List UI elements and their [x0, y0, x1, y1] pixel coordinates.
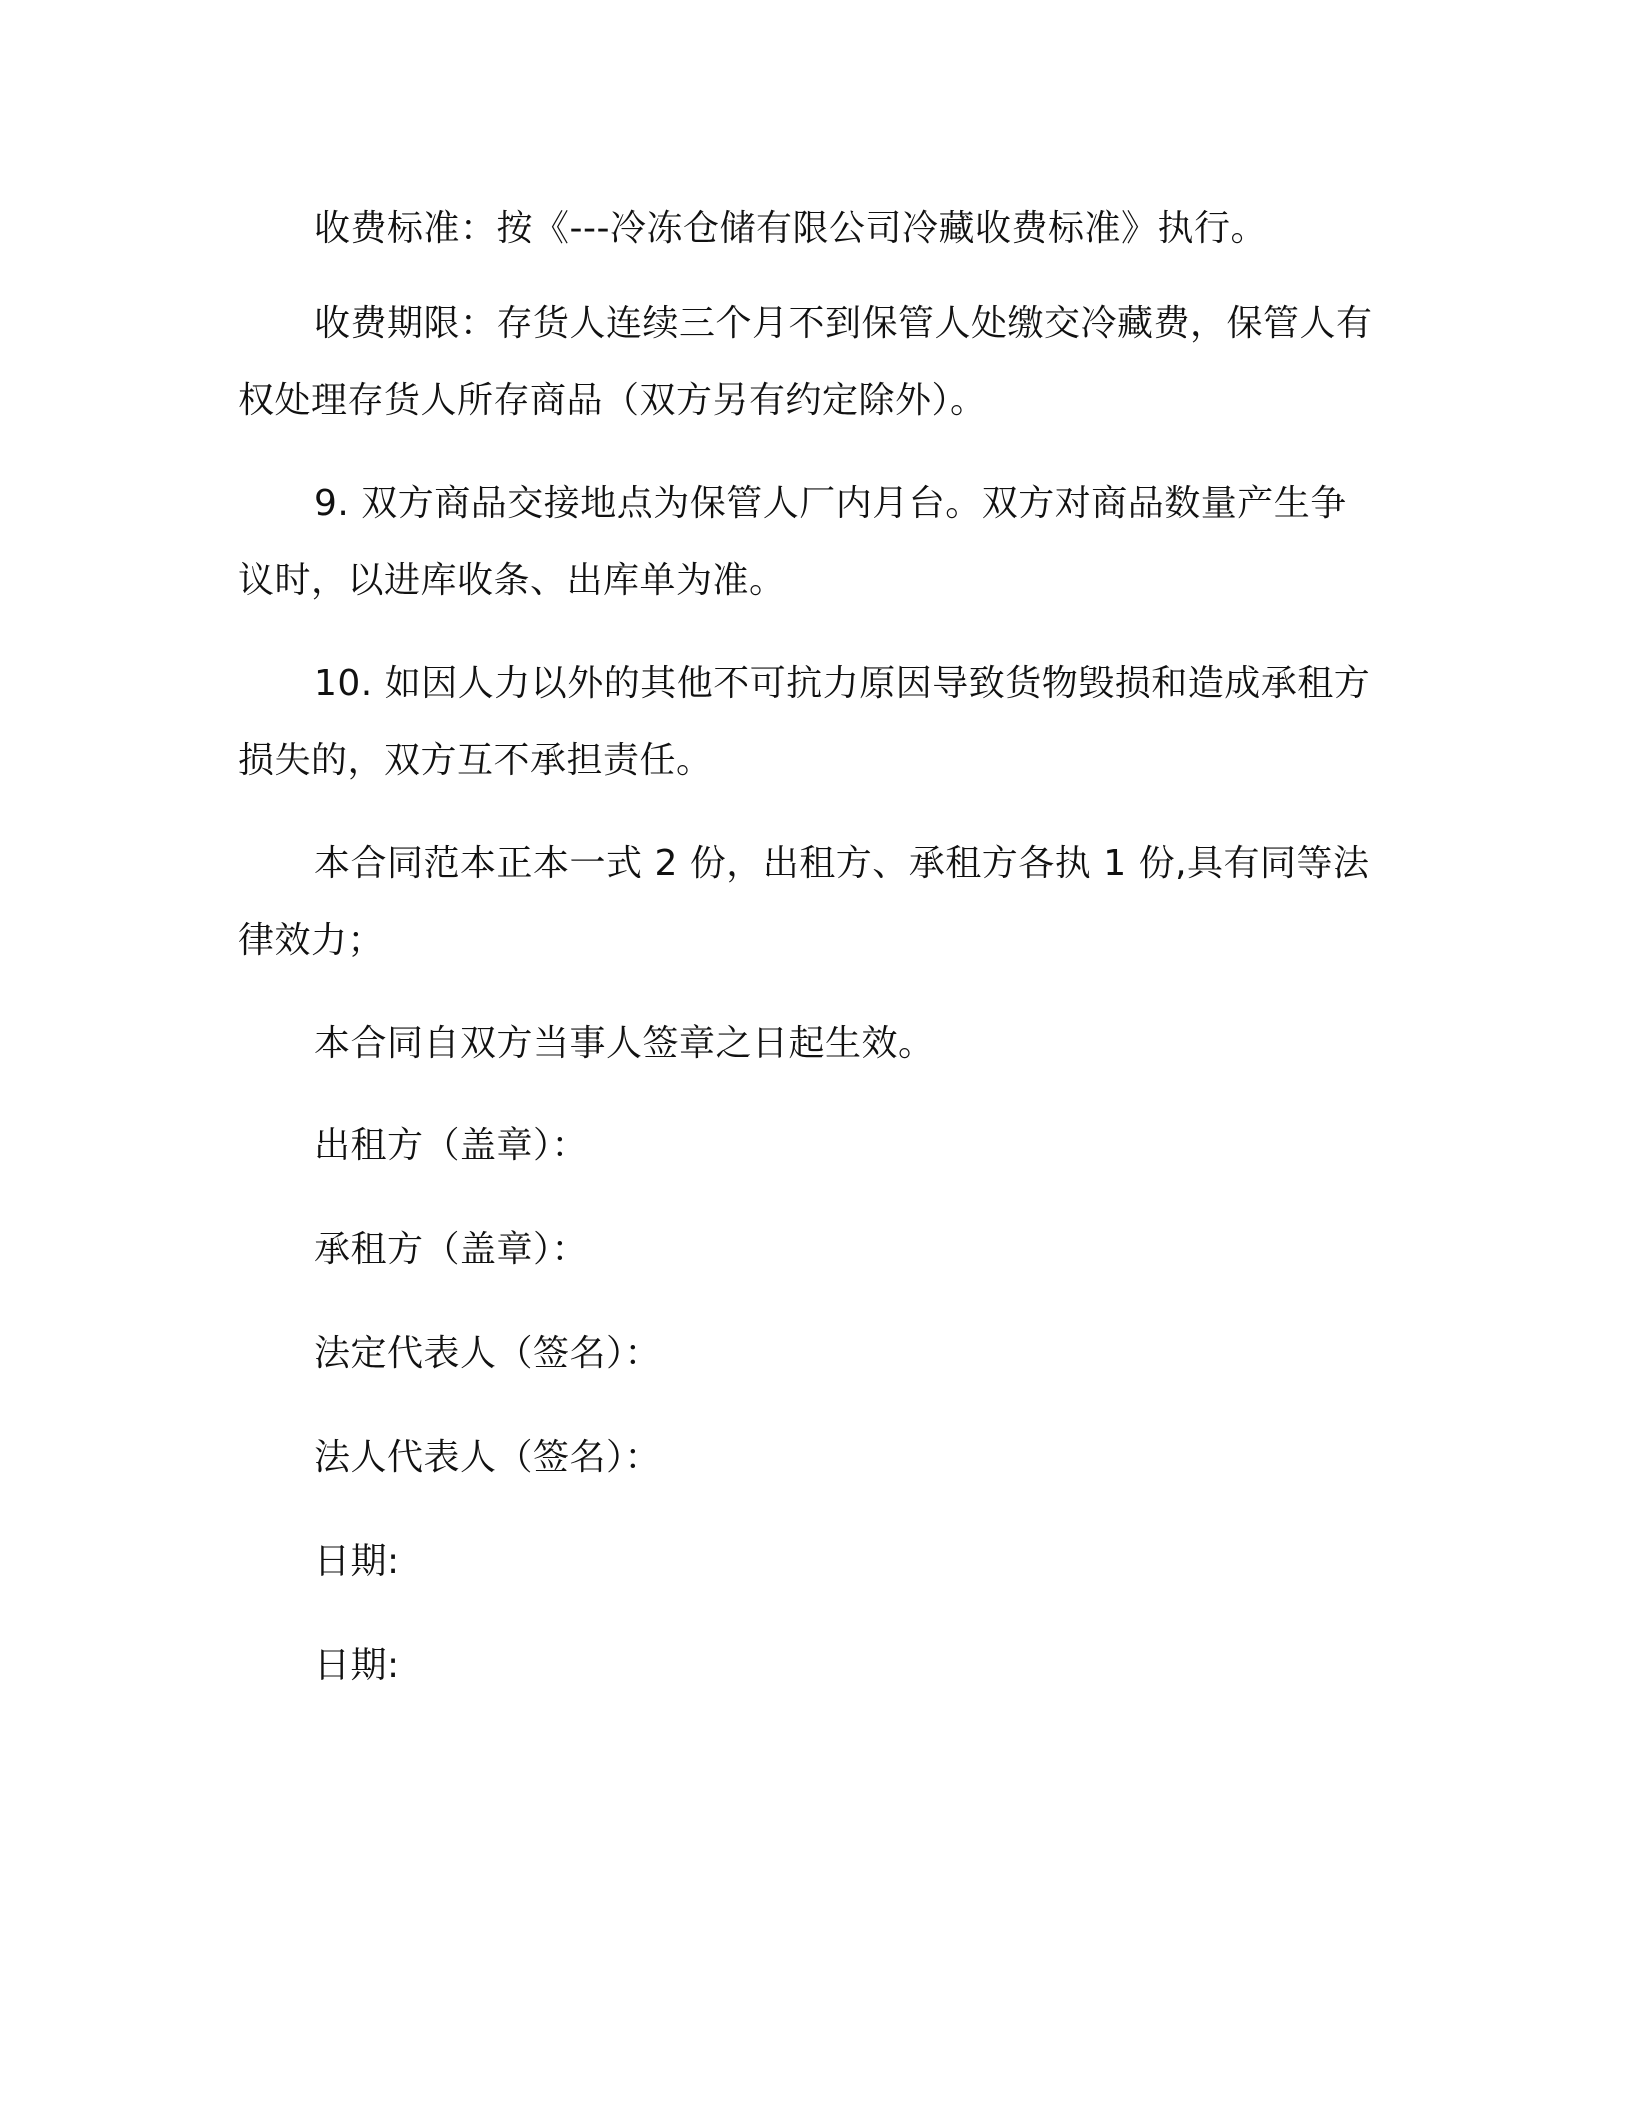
clause-9-paragraph: 9. 双方商品交接地点为保管人厂内月台。双方对商品数量产生争议时，以进库收条、出库单为准。 — [238, 483, 1347, 601]
copies-paragraph: 本合同范本正本一式 2 份，出租方、承租方各执 1 份,具有同等法律效力； — [238, 843, 1370, 961]
legal-representative-signature-line: 法定代表人（签名）： — [314, 1333, 662, 1374]
effective-date-paragraph: 本合同自双方当事人签章之日起生效。 — [314, 1023, 935, 1064]
lessor-seal-line: 出租方（盖章）： — [314, 1125, 589, 1166]
clause-10-paragraph: 10. 如因人力以外的其他不可抗力原因导致货物毁损和造成承租方损失的，双方互不承担责任。 — [238, 663, 1371, 781]
date-line-2: 日期: — [314, 1645, 400, 1686]
date-line-1: 日期: — [314, 1541, 400, 1582]
fee-period-paragraph: 收费期限：存货人连续三个月不到保管人处缴交冷藏费，保管人有权处理存货人所存商品（双方另有约定除外）。 — [238, 303, 1373, 421]
lessee-seal-line: 承租方（盖章）： — [314, 1229, 589, 1270]
corporate-representative-signature-line: 法人代表人（签名）： — [314, 1437, 662, 1478]
fee-standard-paragraph: 收费标准：按《---冷冻仓储有限公司冷藏收费标准》执行。 — [314, 208, 1267, 249]
